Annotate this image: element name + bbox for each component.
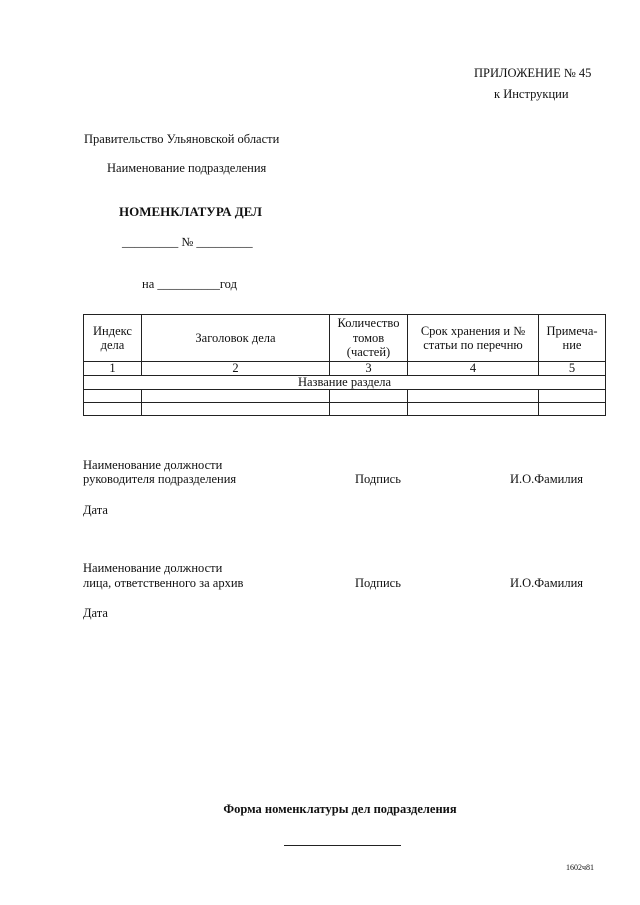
section-row bbox=[84, 376, 606, 390]
table-cell bbox=[408, 390, 539, 403]
table-cell bbox=[539, 390, 606, 403]
table-cell bbox=[330, 403, 408, 416]
column-number: 1 bbox=[84, 362, 142, 376]
number-line: _________ № _________ bbox=[122, 235, 253, 249]
table-cell bbox=[539, 403, 606, 416]
name-label-2: И.О.Фамилия bbox=[510, 576, 584, 590]
header-note: Примеча-ние bbox=[539, 315, 606, 362]
header-volumes: Количество томов (частей) bbox=[330, 315, 408, 362]
section-name: Название раздела bbox=[84, 376, 606, 390]
table-row bbox=[84, 403, 606, 416]
column-number: 4 bbox=[408, 362, 539, 376]
signature-label-1: Подпись bbox=[355, 472, 401, 486]
table-cell bbox=[330, 390, 408, 403]
column-number: 5 bbox=[539, 362, 606, 376]
table-cell bbox=[142, 403, 330, 416]
document-code: 1602ч81 bbox=[566, 863, 595, 872]
table-header-row bbox=[84, 315, 606, 362]
column-number: 2 bbox=[142, 362, 330, 376]
date-label-2: Дата bbox=[83, 606, 108, 620]
signature-label-2: Подпись bbox=[355, 576, 401, 590]
table-cell bbox=[142, 390, 330, 403]
date-label-1: Дата bbox=[83, 503, 108, 517]
table-cell bbox=[408, 403, 539, 416]
table-cell bbox=[84, 403, 142, 416]
division-name: Наименование подразделения bbox=[107, 161, 267, 175]
header-retention: Срок хранения и № статьи по перечню bbox=[408, 315, 539, 362]
government-name: Правительство Ульяновской области bbox=[84, 132, 280, 146]
appendix-label: ПРИЛОЖЕНИЕ № 45 bbox=[474, 66, 592, 80]
form-caption: Форма номенклатуры дел подразделения bbox=[223, 802, 457, 816]
document-title: НОМЕНКЛАТУРА ДЕЛ bbox=[119, 204, 262, 219]
position-title-2b: лица, ответственного за архив bbox=[83, 576, 244, 590]
table-cell bbox=[84, 390, 142, 403]
table-number-row bbox=[84, 362, 606, 376]
year-line: на __________год bbox=[142, 277, 237, 291]
header-index: Индекс дела bbox=[84, 315, 142, 362]
column-number: 3 bbox=[330, 362, 408, 376]
position-title-1: Наименование должности bbox=[83, 458, 223, 472]
header-title: Заголовок дела bbox=[142, 315, 330, 362]
position-title-1b: руководителя подразделения bbox=[83, 472, 237, 486]
nomenclature-table bbox=[83, 314, 606, 416]
table-row bbox=[84, 390, 606, 403]
footer-rule bbox=[284, 845, 401, 846]
name-label-1: И.О.Фамилия bbox=[510, 472, 584, 486]
position-title-2: Наименование должности bbox=[83, 561, 223, 575]
instruction-label: к Инструкции bbox=[494, 87, 569, 101]
